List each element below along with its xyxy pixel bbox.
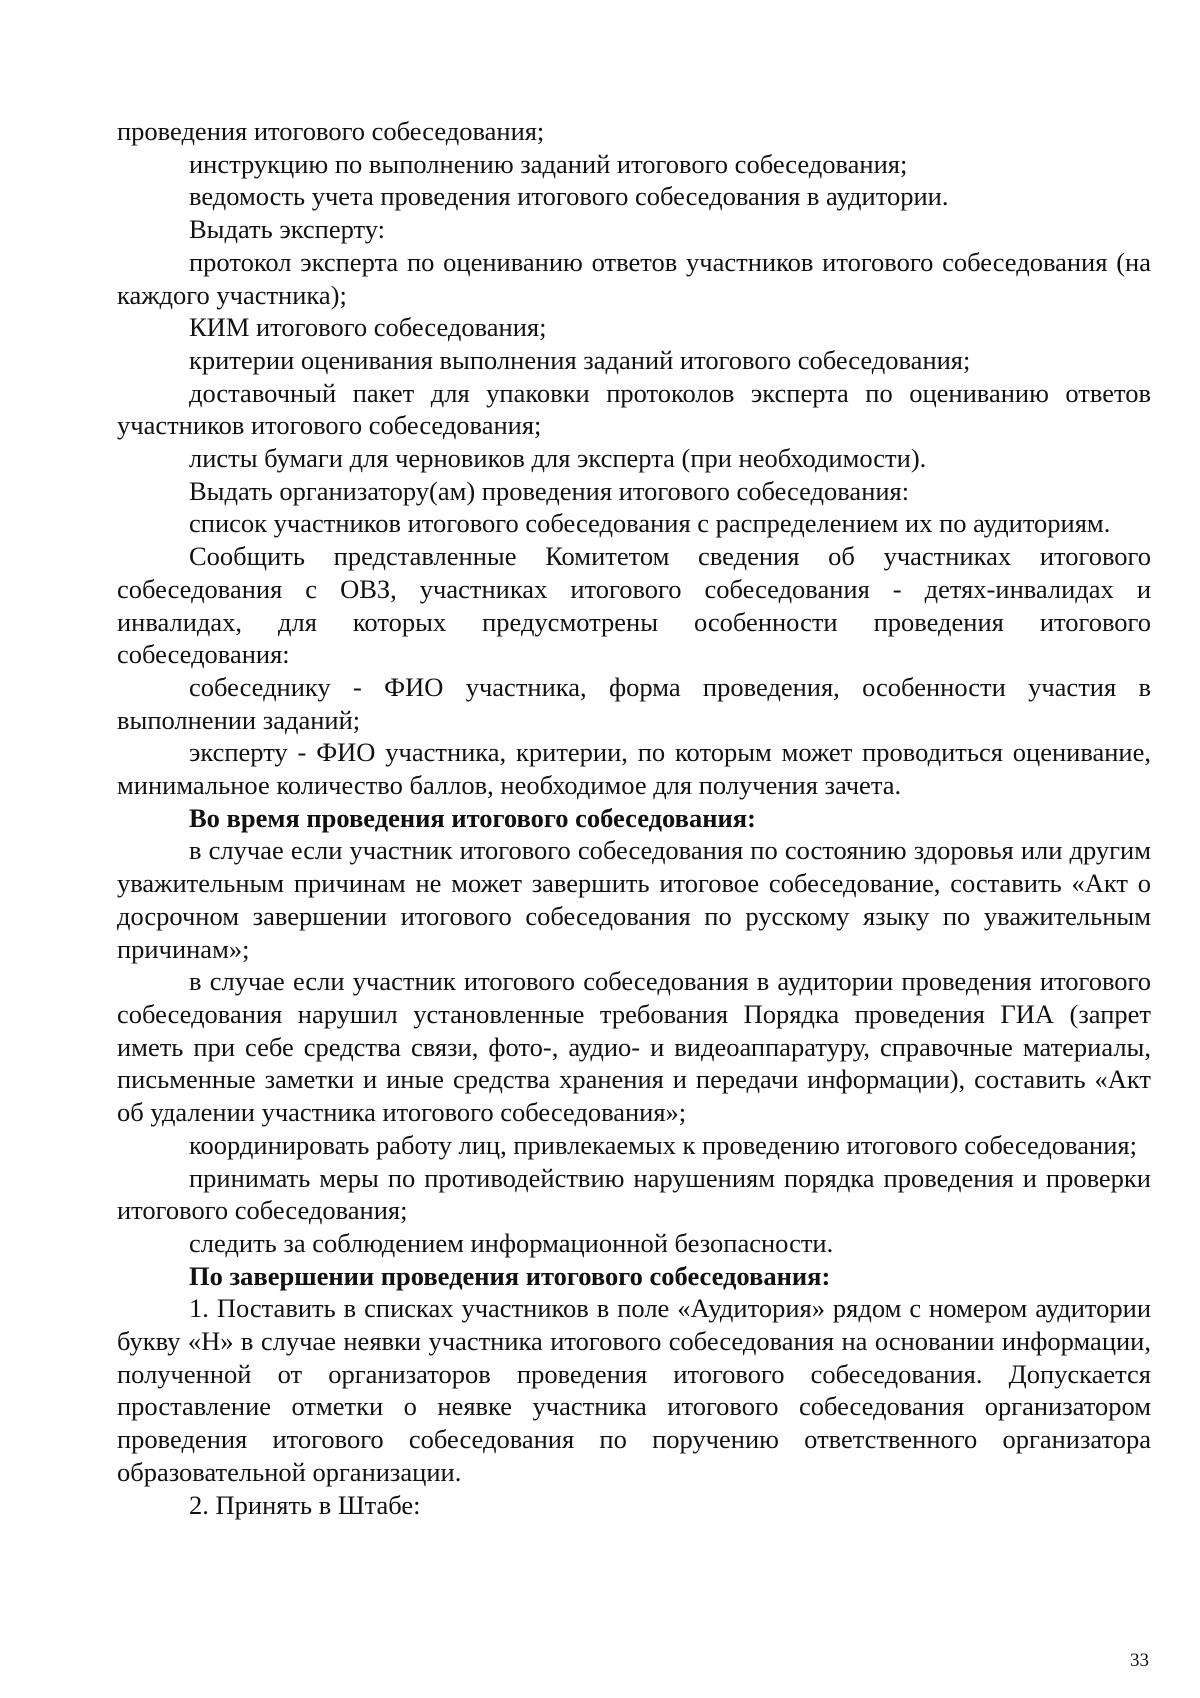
- paragraph-15: в случае если участник итогового собеседования по состоянию здоровья или другим уважительным причинам не может завершить итоговое собеседование, составить «Акт о досрочном завершении итогового собеседования по русскому языку по уважительным причинам»;: [117, 835, 1151, 964]
- document-body: [117, 115, 1151, 1521]
- paragraph-10: список участников итогового собеседования с распределением их по аудиториям.: [189, 508, 1111, 539]
- paragraph-18: принимать меры по противодействию нарушениям порядка проведения и проверки итогового собеседования;: [117, 1162, 1151, 1226]
- paragraph-19: следить за соблюдением информационной безопасности.: [189, 1227, 834, 1258]
- section-heading-during: Во время проведения итогового собеседования:: [189, 802, 756, 833]
- paragraph-2: ведомость учета проведения итогового собеседования в аудитории.: [189, 181, 949, 212]
- paragraph-8: листы бумаги для черновиков для эксперта (при необходимости).: [189, 443, 927, 474]
- paragraph-12: собеседнику - ФИО участника, форма проведения, особенности участия в выполнении заданий;: [117, 671, 1151, 735]
- paragraph-0: проведения итогового собеседования;: [117, 116, 545, 146]
- paragraph-16: в случае если участник итогового собеседования в аудитории проведения итогового собеседования нарушил установленные требования Порядка проведения ГИА (запрет иметь при себе средства связи, фото-, аудио- и видеоаппаратуру, справочные материалы, письменные заметки и иные средства хранения и передачи информации), составить «Акт об удалении участника итогового собеседования»;: [117, 966, 1151, 1128]
- section-heading-after: По завершении проведения итогового собеседования:: [189, 1260, 831, 1291]
- paragraph-22: 2. Принять в Штабе:: [189, 1489, 421, 1520]
- page-number: 33: [1130, 1650, 1149, 1671]
- paragraph-6: критерии оценивания выполнения заданий итогового собеседования;: [189, 344, 971, 375]
- paragraph-9: Выдать организатору(ам) проведения итогового собеседования:: [189, 475, 910, 506]
- paragraph-3: Выдать эксперту:: [189, 214, 386, 245]
- paragraph-7: доставочный пакет для упаковки протоколов эксперта по оцениванию ответов участников итогового собеседования;: [117, 377, 1151, 441]
- paragraph-17: координировать работу лиц, привлекаемых к проведению итогового собеседования;: [189, 1129, 1137, 1160]
- paragraph-13: эксперту - ФИО участника, критерии, по которым может проводиться оценивание, минимальное количество баллов, необходимое для получения зачета.: [117, 737, 1151, 801]
- paragraph-21: 1. Поставить в списках участников в поле «Аудитория» рядом с номером аудитории букву «Н» в случае неявки участника итогового собеседования на основании информации, полученной от организаторов проведения итогового собеседования. Допускается проставление отметки о неявке участника итогового собеседования организатором проведения итогового собеседования по поручению ответственного организатора образовательной организации.: [117, 1293, 1151, 1487]
- paragraph-1: инструкцию по выполнению заданий итогового собеседования;: [189, 148, 908, 179]
- paragraph-11: Сообщить представленные Комитетом сведения об участниках итогового собеседования с ОВЗ, участниках итогового собеседования - детях-инвалидах и инвалидах, для которых предусмотрены особенности проведения итогового собеседования:: [117, 541, 1151, 670]
- paragraph-4: протокол эксперта по оцениванию ответов участников итогового собеседования (на каждого участника);: [117, 246, 1151, 310]
- paragraph-5: КИМ итогового собеседования;: [189, 312, 547, 343]
